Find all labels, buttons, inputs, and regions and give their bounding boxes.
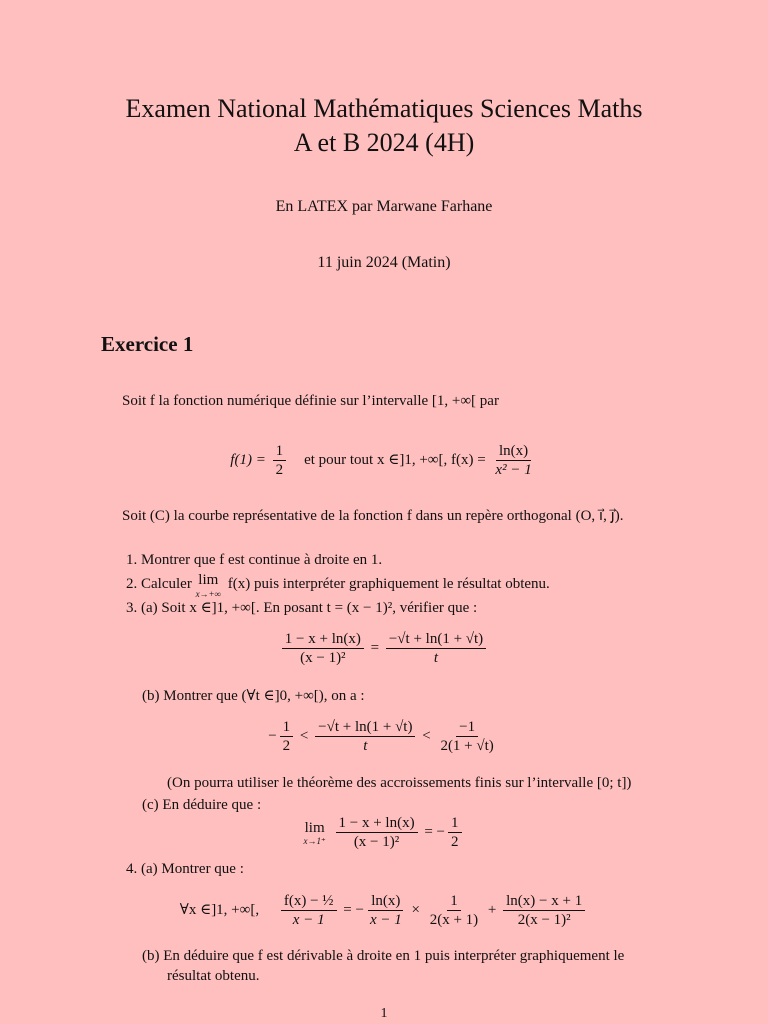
q3c-half-den: 2: [451, 834, 459, 850]
section-heading: Exercice 1: [101, 332, 194, 356]
q4a-fraction-3: [503, 892, 585, 929]
q3b-rnum: −1: [456, 718, 478, 737]
def-half-fraction: [273, 442, 287, 479]
q3c-text: En déduire que :: [162, 797, 262, 813]
q4b-line-1: En déduire que f est dérivable à droite en 1 puis interpréter graphiquement le: [163, 948, 625, 964]
intro-line-2: Soit (C) la courbe représentative de la fonction f dans un repère orthogonal (O, i⃗, j⃗).: [122, 508, 624, 524]
q4a-f3num: ln(x) − x + 1: [503, 892, 585, 911]
q3a-left-fraction: [282, 630, 364, 667]
q3a-lnum: 1 − x + ln(x): [282, 630, 364, 649]
question-3c: [142, 795, 261, 815]
q2-lim-word: lim: [198, 572, 219, 588]
q3b-lt2: <: [422, 727, 431, 744]
q4-label: 4. (a): [126, 861, 158, 877]
def-fraction: [492, 442, 534, 479]
q3c-eq: = −: [424, 823, 445, 840]
page-title: [0, 92, 768, 160]
question-2: [126, 570, 550, 599]
q4b-label: (b): [142, 948, 160, 964]
q3a-rnum: −√t + ln(1 + √t): [386, 630, 486, 649]
q3b-mid-fraction: [315, 718, 415, 755]
def-mid: et pour tout x ∈]1, +∞[, f(x) =: [304, 451, 486, 468]
q3b-label: (b): [142, 688, 160, 704]
q4a-equation: [0, 892, 768, 929]
definition-equation: [0, 442, 768, 479]
q3c-fraction: [336, 814, 418, 851]
q2-pre: Calculer: [141, 575, 192, 592]
q3b-half-den: 2: [282, 738, 291, 754]
question-3a: [126, 598, 477, 618]
q4a-text: Montrer que :: [161, 861, 244, 877]
title-line-1: Examen National Mathématiques Sciences Maths: [125, 94, 643, 123]
intro-line-1: Soit f la fonction numérique définie sur l’intervalle [1, +∞[ par: [122, 393, 499, 409]
def-left: f(1) =: [230, 451, 266, 468]
q4a-plus: +: [487, 901, 497, 918]
q3a-eq: =: [370, 639, 380, 656]
def-half-den: 2: [275, 462, 284, 478]
q4a-f1den: x − 1: [369, 912, 402, 928]
q4a-eq: = −: [343, 901, 364, 918]
q4a-times: ×: [411, 901, 420, 918]
q3c-half-num: 1: [448, 814, 462, 833]
title-line-2: A et B 2024 (4H): [293, 128, 475, 157]
question-4b: [142, 946, 700, 966]
q3a-right-fraction: [386, 630, 486, 667]
question-1: [126, 550, 382, 570]
q3a-equation: [0, 630, 768, 667]
q1-label: 1.: [126, 552, 138, 568]
q4b-line-2: résultat obtenu.: [167, 968, 260, 984]
q3b-minus: −: [268, 727, 277, 744]
q3b-inequality: [0, 718, 768, 755]
q3b-rden: 2(1 + √t): [440, 738, 494, 754]
q3b-mden: t: [363, 738, 368, 754]
q4a-lden: x − 1: [292, 912, 325, 928]
q2-lim-sub: x→+∞: [195, 589, 222, 599]
q3c-half-fraction: [448, 814, 462, 851]
q3c-den: (x − 1)²: [353, 834, 400, 850]
question-3b: [142, 686, 365, 706]
q4a-left-fraction: [281, 892, 337, 929]
q2-post: f(x) puis interpréter graphiquement le résultat obtenu.: [227, 575, 550, 592]
q3c-lim-word: lim: [304, 819, 325, 836]
q4a-f3den: 2(x − 1)²: [517, 912, 571, 928]
q4a-f2den: 2(x + 1): [429, 912, 479, 928]
q2-limit: [196, 570, 221, 599]
q3c-num: 1 − x + ln(x): [336, 814, 418, 833]
question-4a: [126, 859, 244, 879]
q3c-lim-sub: x→1⁺: [303, 835, 326, 846]
def-den: x² − 1: [495, 462, 532, 478]
q4a-lnum: f(x) − ½: [281, 892, 337, 911]
q1-text: Montrer que f est continue à droite en 1.: [141, 552, 383, 568]
page-number: 1: [380, 1006, 388, 1021]
q3a-lden: (x − 1)²: [300, 650, 346, 666]
q2-label: 2.: [126, 575, 138, 592]
q3a-text: Soit x ∈]1, +∞[. En posant t = (x − 1)², vérifier que :: [161, 600, 478, 616]
q3b-half-num: 1: [280, 718, 294, 737]
q3b-lt1: <: [299, 727, 309, 744]
q3c-label: (c): [142, 797, 159, 813]
q3b-half-fraction: [280, 718, 294, 755]
q4a-fraction-2: [427, 892, 481, 929]
q3b-text: Montrer que (∀t ∈]0, +∞[), on a :: [163, 688, 365, 704]
q3c-equation: [0, 814, 768, 851]
q3a-rden: t: [433, 650, 439, 666]
q4a-f1num: ln(x): [368, 892, 403, 911]
date-line: 11 juin 2024 (Matin): [317, 254, 451, 271]
q3b-mnum: −√t + ln(1 + √t): [315, 718, 415, 737]
q3-label: 3. (a): [126, 600, 158, 616]
def-half-num: 1: [273, 442, 287, 461]
q3b-note: (On pourra utiliser le théorème des accroissements finis sur l’intervalle [0; t]): [167, 775, 632, 791]
author-line: En LATEX par Marwane Farhane: [275, 198, 493, 215]
def-num: ln(x): [496, 442, 531, 461]
q4a-fraction-1: [367, 892, 405, 929]
q4a-forall: ∀x ∈]1, +∞[,: [179, 901, 260, 918]
q4a-f2num: 1: [447, 892, 461, 911]
q3c-limit: [304, 820, 326, 846]
q3b-right-fraction: [437, 718, 496, 755]
